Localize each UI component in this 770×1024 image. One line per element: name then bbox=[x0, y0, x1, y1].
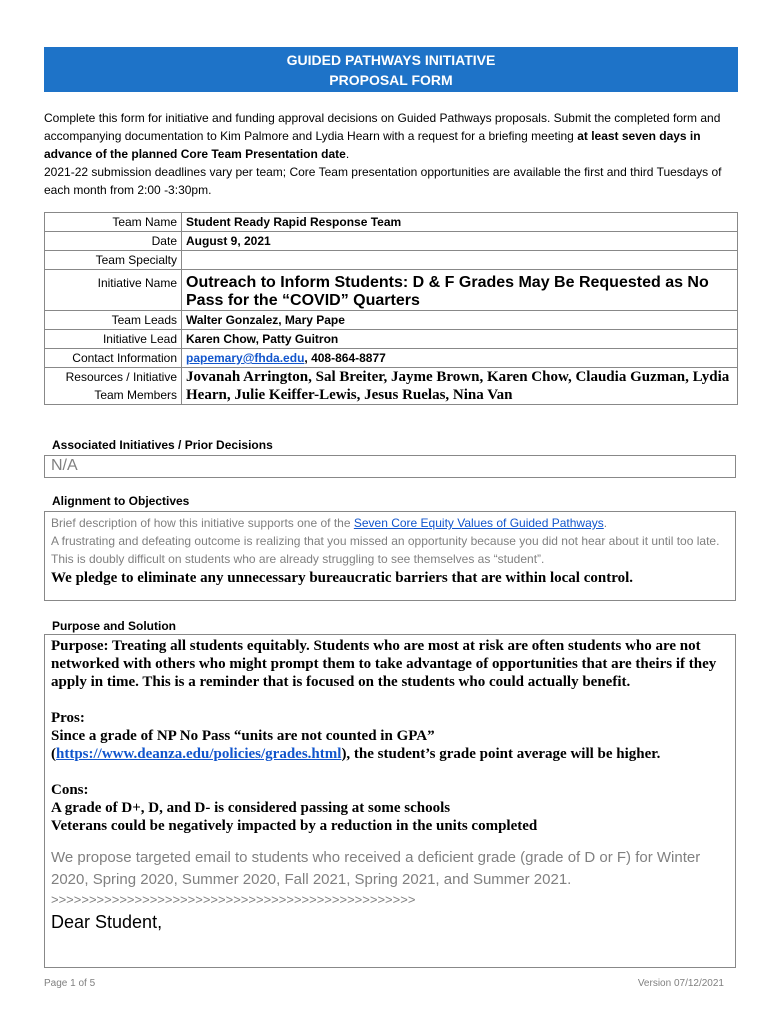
row-initiative-name bbox=[45, 270, 738, 311]
initiative-name-value: Outreach to Inform Students: D & F Grades May Be Requested as No Pass for the “COVID” Quarters bbox=[182, 270, 738, 311]
contact-phone: , 408-864-8877 bbox=[304, 351, 386, 365]
pros-open-paren: ( bbox=[51, 746, 56, 762]
alignment-desc-end: . bbox=[603, 516, 608, 530]
initiative-lead-label: Initiative Lead bbox=[45, 330, 182, 349]
team-leads-label: Team Leads bbox=[45, 311, 182, 330]
row-date bbox=[45, 232, 738, 251]
contact-info-label: Contact Information bbox=[45, 349, 182, 368]
row-team-name bbox=[45, 213, 738, 232]
intro-text bbox=[44, 109, 738, 199]
team-name-label: Team Name bbox=[45, 213, 182, 232]
alignment-label: Alignment to Objectives bbox=[52, 494, 190, 508]
page-number: Page 1 of 5 bbox=[44, 978, 96, 989]
version-label: Version 07/12/2021 bbox=[637, 978, 724, 989]
associated-initiatives-field[interactable]: N/A bbox=[44, 455, 736, 478]
core-equity-values-link[interactable]: Seven Core Equity Values of Guided Pathways bbox=[353, 516, 604, 530]
team-info-table bbox=[44, 212, 738, 405]
intro-paragraph-2: 2021-22 submission deadlines vary per team; Core Team presentation opportunities are available the first and third Tuesdays of each month from 2:00 -3:30pm. bbox=[44, 165, 722, 197]
intro-p1-bold: at least seven days in advance of the planned Core Team Presentation date bbox=[44, 129, 701, 161]
form-title-line2: PROPOSAL FORM bbox=[329, 72, 453, 88]
intro-p1-end: . bbox=[345, 147, 350, 161]
team-members-label-line1: Resources / Initiative bbox=[65, 370, 177, 384]
team-members-label bbox=[45, 368, 182, 405]
pros-line-2-end: ), the student’s grade point average will be higher. bbox=[341, 746, 661, 762]
contact-info-value bbox=[182, 349, 738, 368]
team-specialty-label: Team Specialty bbox=[45, 251, 182, 270]
purpose-field[interactable] bbox=[44, 634, 736, 968]
alignment-description-2: A frustrating and defeating outcome is realizing that you missed an opportunity because you did not hear about it until too late. This is doubly difficult on students who are already struggling to see themselves as “student”. bbox=[51, 534, 720, 566]
row-initiative-lead bbox=[45, 330, 738, 349]
pros-title: Pros: bbox=[51, 710, 85, 726]
alignment-field[interactable] bbox=[44, 511, 736, 601]
arrow-separator: >>>>>>>>>>>>>>>>>>>>>>>>>>>>>>>>>>>>>>>>>>>>>>>> bbox=[51, 892, 416, 907]
intro-p1-start: Complete this form for initiative and funding approval decisions on Guided Pathways proposals. Submit the completed form and accompanying documentation to Kim Palmore and Lydia Hearn with a request for a briefing meeting bbox=[44, 111, 721, 143]
purpose-statement: Purpose: Treating all students equitably. Students who are most at risk are often students who are not networked with others who might prompt them to take advantage of opportunities that are theirs if they apply in time. This is a reminder that is focused on the students who could actually benefit. bbox=[51, 638, 717, 690]
cons-line-2: Veterans could be negatively impacted by a reduction in the units completed bbox=[51, 818, 538, 834]
team-members-value: Jovanah Arrington, Sal Breiter, Jayme Brown, Karen Chow, Claudia Guzman, Lydia Hearn, Julie Keiffer-Lewis, Jesus Ruelas, Nina Van bbox=[186, 369, 730, 403]
date-label: Date bbox=[45, 232, 182, 251]
date-value: August 9, 2021 bbox=[182, 232, 738, 251]
initiative-name-label: Initiative Name bbox=[45, 270, 182, 311]
row-team-members bbox=[45, 368, 738, 405]
form-title-line1: GUIDED PATHWAYS INITIATIVE bbox=[286, 52, 496, 68]
intro-paragraph-1 bbox=[44, 109, 738, 163]
row-team-leads bbox=[45, 311, 738, 330]
grades-policy-link[interactable]: https://www.deanza.edu/policies/grades.html bbox=[56, 746, 342, 762]
alignment-desc-start: Brief description of how this initiative supports one of the bbox=[51, 516, 354, 530]
team-members-label-line2: Team Members bbox=[94, 388, 177, 402]
initiative-lead-value: Karen Chow, Patty Guitron bbox=[182, 330, 738, 349]
alignment-description bbox=[51, 514, 729, 532]
team-leads-value: Walter Gonzalez, Mary Pape bbox=[182, 311, 738, 330]
form-title-banner bbox=[44, 47, 738, 92]
row-contact-info bbox=[45, 349, 738, 368]
alignment-pledge: We pledge to eliminate any unnecessary bureaucratic barriers that are within local control. bbox=[51, 570, 634, 586]
team-name-value: Student Ready Rapid Response Team bbox=[182, 213, 738, 232]
email-greeting: Dear Student, bbox=[51, 912, 163, 932]
purpose-label: Purpose and Solution bbox=[52, 619, 177, 633]
proposal-text: We propose targeted email to students who received a deficient grade (grade of D or F) for Winter 2020, Spring 2020, Summer 2020, Fall 2021, Spring 2021, and Summer 2021. bbox=[51, 849, 701, 888]
team-specialty-value bbox=[182, 251, 738, 270]
pros-line-1: Since a grade of NP No Pass “units are not counted in GPA” bbox=[51, 728, 435, 744]
cons-title: Cons: bbox=[51, 782, 89, 798]
cons-line-1: A grade of D+, D, and D- is considered passing at some schools bbox=[51, 800, 451, 816]
associated-initiatives-label: Associated Initiatives / Prior Decisions bbox=[52, 438, 273, 452]
contact-email-link[interactable]: papemary@fhda.edu bbox=[186, 351, 305, 365]
pros-line-2 bbox=[51, 745, 729, 763]
row-team-specialty bbox=[45, 251, 738, 270]
